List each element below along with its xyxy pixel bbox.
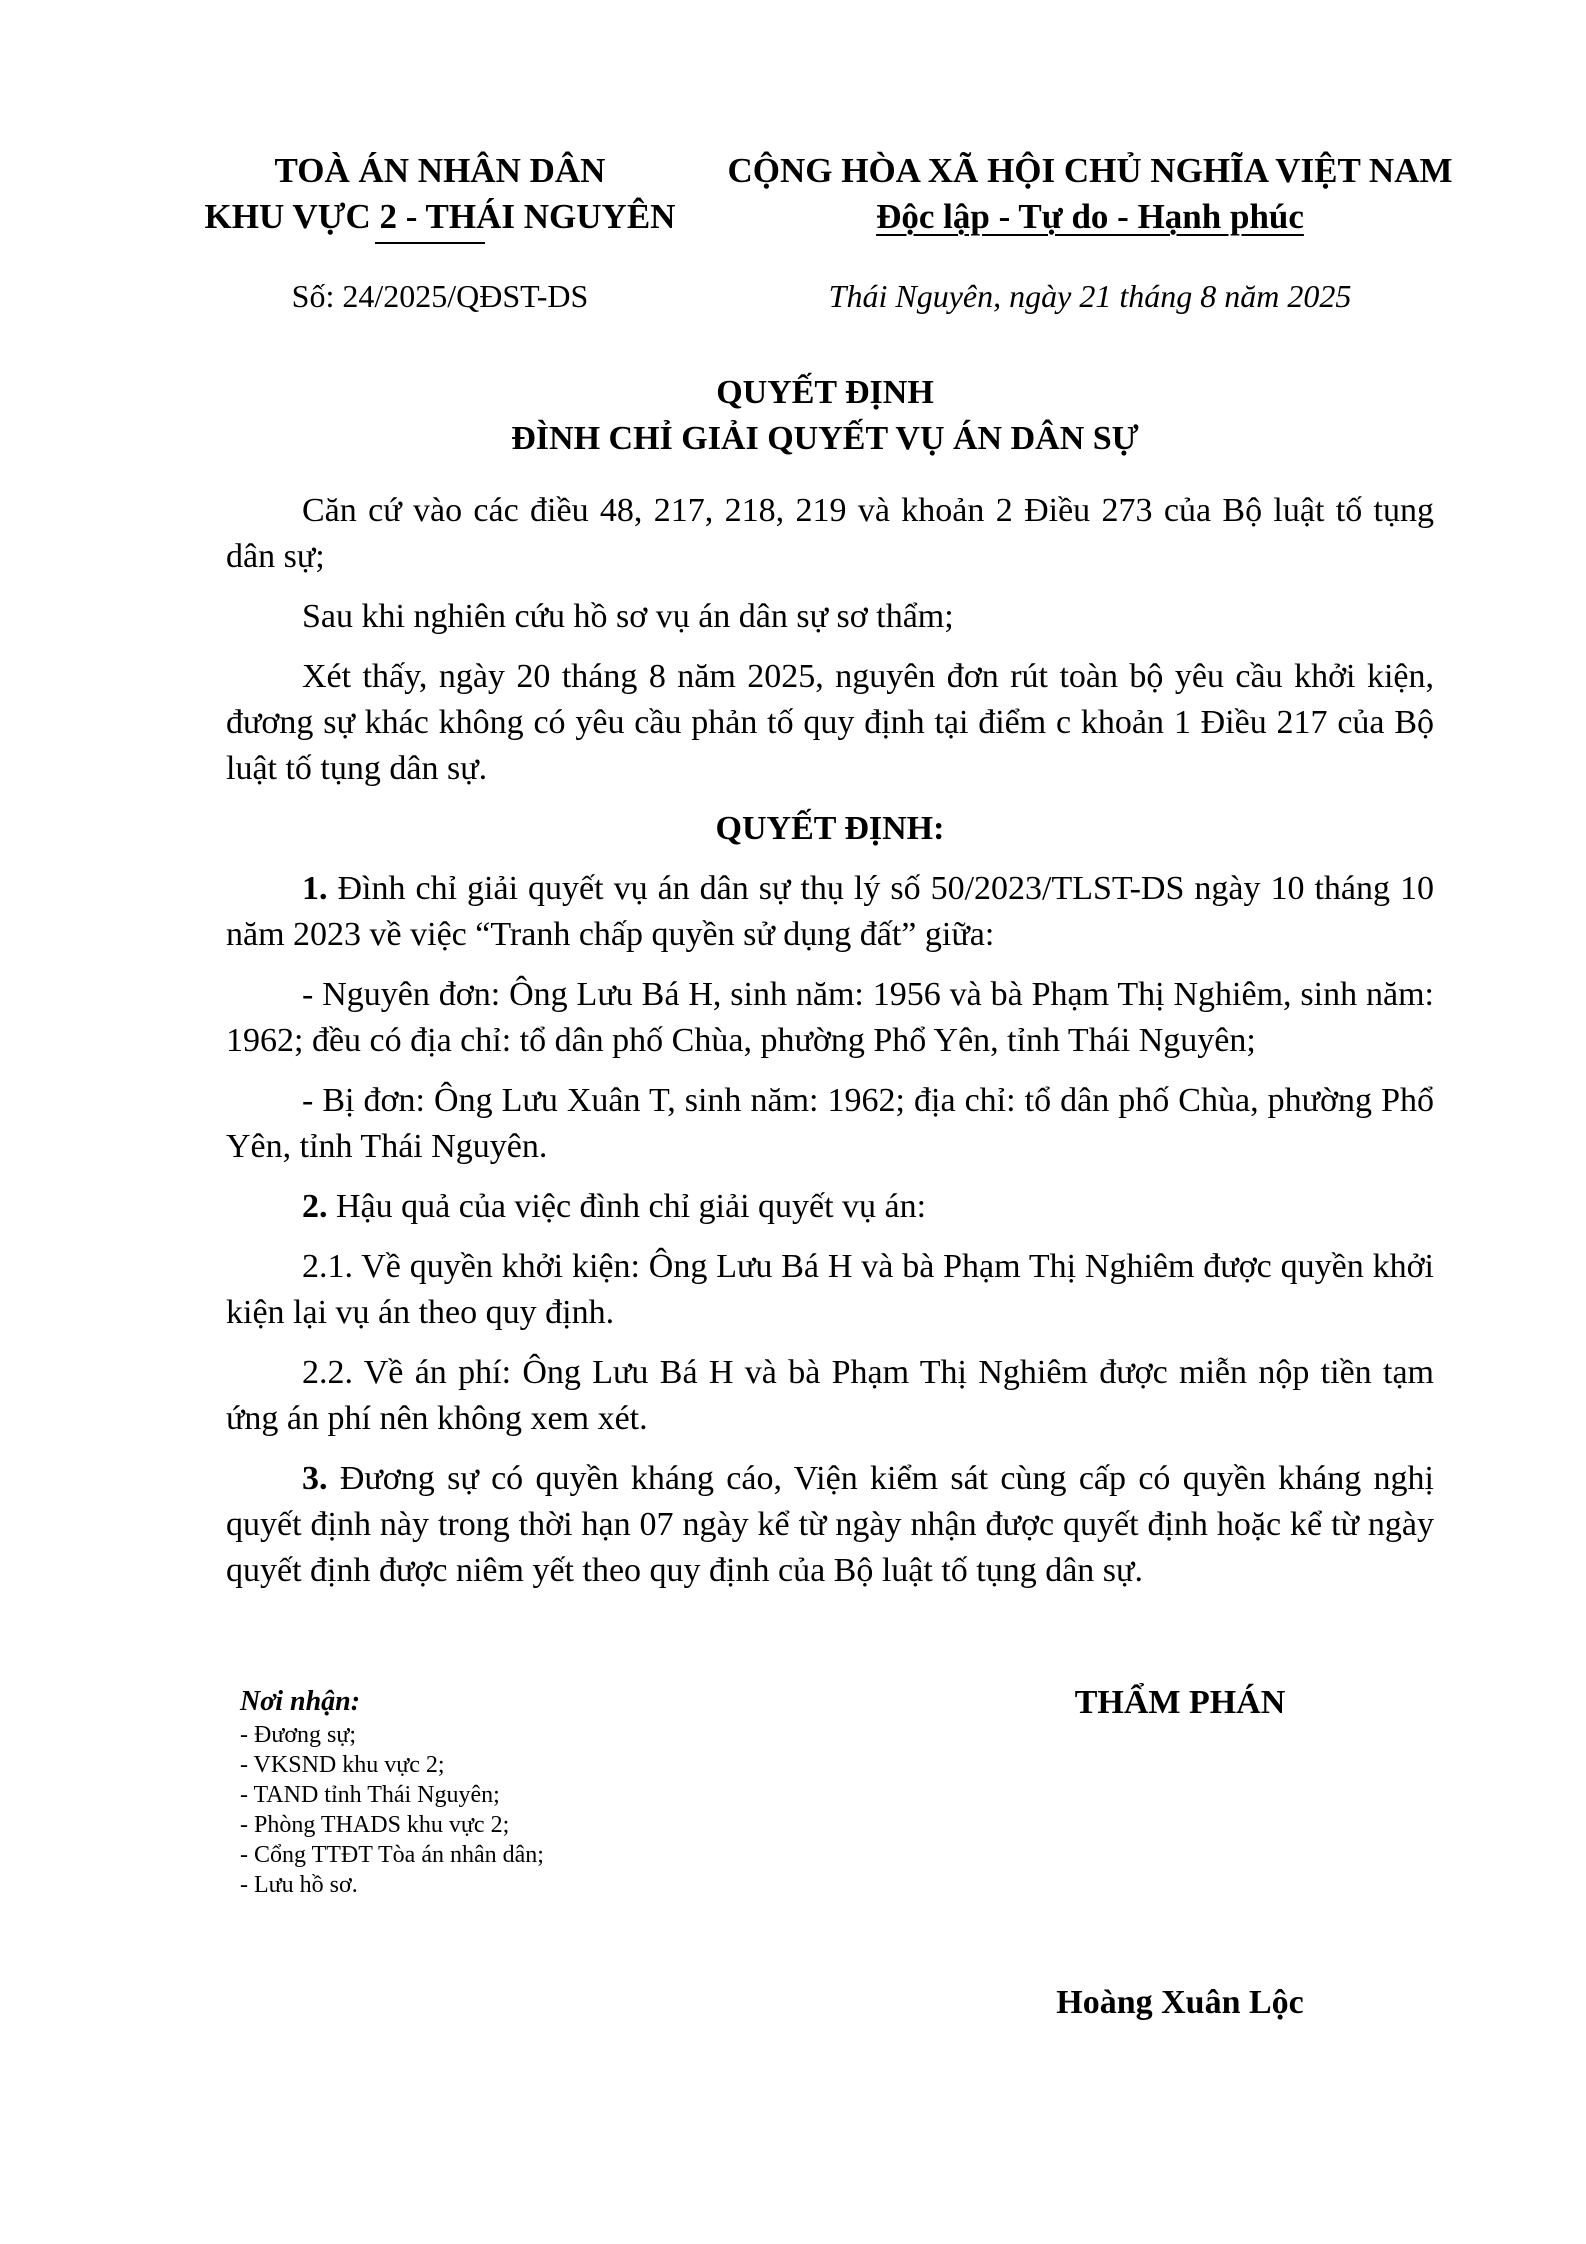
national-motto xyxy=(710,194,1470,240)
paragraph-legal-basis: Căn cứ vào các điều 48, 217, 218, 219 và khoản 2 Điều 273 của Bộ luật tố tụng dân sự; xyxy=(226,492,1434,575)
defendant-paragraph: - Bị đơn: Ông Lưu Xuân T, sinh năm: 1962; địa chỉ: tổ dân phố Chùa, phường Phổ Yên, tỉnh Thái Nguyên. xyxy=(226,1082,1434,1165)
item-3-text: Đương sự có quyền kháng cáo, Viện kiểm sát cùng cấp có quyền kháng nghị quyết định này trong thời hạn 07 ngày kể từ ngày nhận được quyết định hoặc kể từ ngày quyết định được niêm yết theo quy định của Bộ luật tố tụng dân sự. xyxy=(226,1460,1434,1589)
item-1-number: 1. xyxy=(302,870,328,907)
national-title: CỘNG HÒA XÃ HỘI CHỦ NGHĨA VIỆT NAM xyxy=(727,151,1453,190)
list-item: - TAND tỉnh Thái Nguyên; xyxy=(240,1782,500,1808)
recipients-label: Nơi nhận: xyxy=(240,1686,361,1717)
court-header-rule xyxy=(375,242,485,244)
plaintiff-paragraph: - Nguyên đơn: Ông Lưu Bá H, sinh năm: 1956 và bà Phạm Thị Nghiêm, sinh năm: 1962; đều có địa chỉ: tổ dân phố Chùa, phường Phổ Yên, tỉnh Thái Nguyên; xyxy=(226,976,1434,1059)
list-item: - Phòng THADS khu vực 2; xyxy=(240,1812,510,1838)
national-header xyxy=(710,148,1470,240)
court-name: TOÀ ÁN NHÂN DÂN xyxy=(274,151,606,190)
recipients-list xyxy=(240,1720,800,1900)
decision-item-2-1: 2.1. Về quyền khởi kiện: Ông Lưu Bá H và bà Phạm Thị Nghiêm được quyền khởi kiện lại vụ án theo quy định. xyxy=(226,1248,1434,1331)
decision-item-2 xyxy=(226,1184,1434,1230)
signer-title: THẨM PHÁN xyxy=(1074,1684,1286,1721)
document-body xyxy=(226,488,1434,1608)
list-item: - Cổng TTĐT Tòa án nhân dân; xyxy=(240,1842,544,1868)
court-region: KHU VỰC 2 - THÁI NGUYÊN xyxy=(204,197,676,236)
decision-item-3 xyxy=(226,1456,1434,1594)
court-header xyxy=(180,148,700,240)
signer-name: Hoàng Xuân Lộc xyxy=(1056,1984,1304,2021)
list-item: - Lưu hồ sơ. xyxy=(240,1872,358,1898)
list-item: - VKSND khu vực 2; xyxy=(240,1752,445,1778)
title-line-1: QUYẾT ĐỊNH xyxy=(716,374,934,411)
decision-heading: QUYẾT ĐỊNH: xyxy=(715,810,945,847)
item-2-text: Hậu quả của việc đình chỉ giải quyết vụ án: xyxy=(327,1188,927,1225)
document-title xyxy=(180,370,1470,462)
item-2-number: 2. xyxy=(302,1188,328,1225)
paragraph-finding: Xét thấy, ngày 20 tháng 8 năm 2025, nguyên đơn rút toàn bộ yêu cầu khởi kiện, đương sự khác không có yêu cầu phản tố quy định tại điểm c khoản 1 Điều 217 của Bộ luật tố tụng dân sự. xyxy=(226,658,1434,787)
decision-item-1 xyxy=(226,866,1434,958)
motto-text: Độc lập - Tự do - Hạnh phúc xyxy=(876,197,1304,236)
document-number: Số: 24/2025/QĐST-DS xyxy=(291,278,589,314)
document-date: Thái Nguyên, ngày 21 tháng 8 năm 2025 xyxy=(828,278,1352,314)
title-line-2: ĐÌNH CHỈ GIẢI QUYẾT VỤ ÁN DÂN SỰ xyxy=(511,420,1139,457)
item-1-text: Đình chỉ giải quyết vụ án dân sự thụ lý số 50/2023/TLST-DS ngày 10 tháng 10 năm 2023 về việc “Tranh chấp quyền sử dụng đất” giữa: xyxy=(226,870,1434,953)
paragraph-review: Sau khi nghiên cứu hồ sơ vụ án dân sự sơ thẩm; xyxy=(302,598,954,635)
recipients-block xyxy=(240,1684,800,1900)
item-3-number: 3. xyxy=(302,1460,328,1497)
list-item: - Đương sự; xyxy=(240,1722,357,1748)
decision-item-2-2: 2.2. Về án phí: Ông Lưu Bá H và bà Phạm Thị Nghiêm được miễn nộp tiền tạm ứng án phí nên không xem xét. xyxy=(226,1354,1434,1437)
